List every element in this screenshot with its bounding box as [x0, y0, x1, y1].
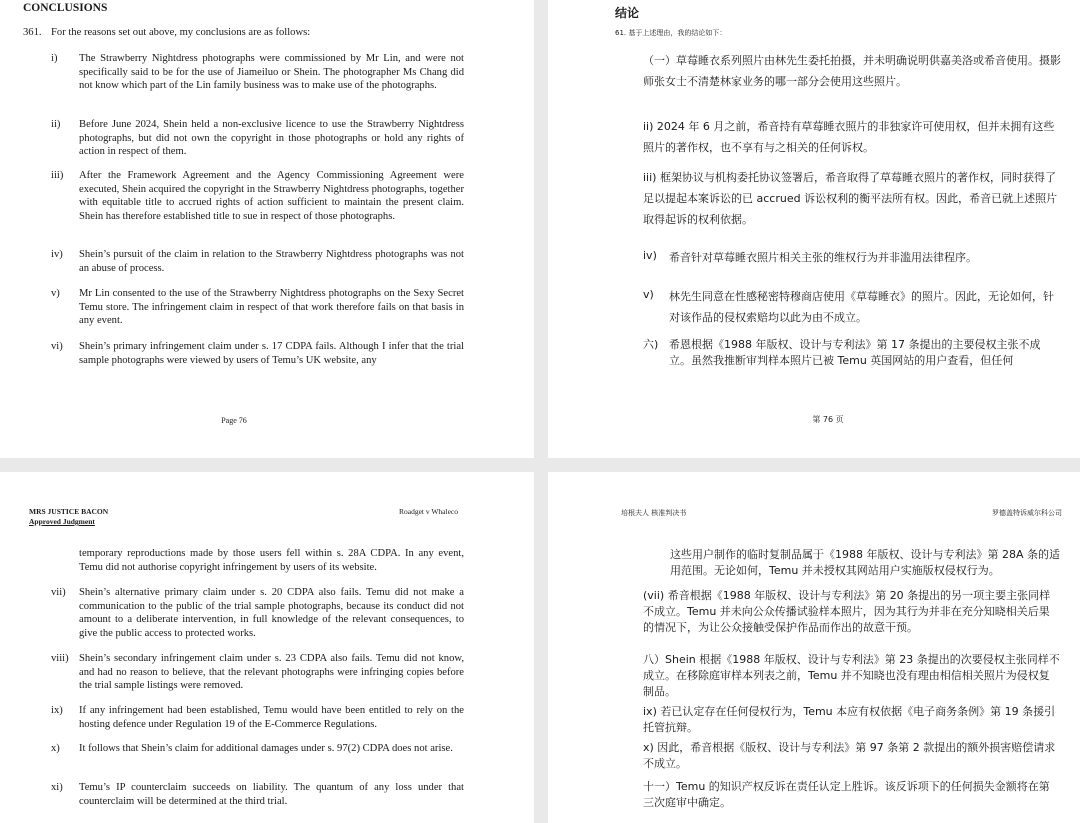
page-footer: 第 76 页 — [812, 415, 844, 424]
conclusion-item: iii) 框架协议与机构委托协议签署后，希音取得了草莓睡衣照片的著作权，同时获得了足以提起本案诉讼的已 accrued 诉讼权利的衡平法所有权。因此，希音已就上述照片取得起诉的权利依据。 — [643, 171, 1058, 226]
item-number: ix) — [51, 705, 63, 716]
conclusion-item: （一）草莓睡衣系列照片由林先生委托拍摄，并未明确说明供嘉美洛或希音使用。摄影师张女士不清楚林家业务的哪一部分会使用这些照片。 — [643, 54, 1061, 88]
conclusion-item: Before June 2024, Shein held a non-exclusive licence to use the Strawberry Nightdress photographs, but did not own the copyright in those photographs or hold any rights of action in respect of them. — [79, 119, 464, 158]
judge-name: MRS JUSTICE BACON — [29, 507, 109, 516]
conclusion-item: ix) 若已认定存在任何侵权行为，Temu 本应有权依据《电子商务条例》第 19 条援引托管抗辩。 — [643, 705, 1056, 734]
item-number: ii) — [51, 119, 61, 130]
paragraph-intro: 61. 基于上述理由，我的结论如下： — [615, 29, 727, 37]
approved-judgment-label: Approved Judgment — [29, 517, 95, 526]
item-number: xi) — [51, 782, 63, 793]
conclusion-item: The Strawberry Nightdress photographs were commissioned by Mr Lin, and were not specifically said to be for the use of Jiameiluo or Shein. The photographer Ms Chang did not know which part of the Lin family business was to make use of the photographs. — [79, 53, 464, 92]
item-number: v) — [51, 288, 60, 299]
judge-name: 培根夫人 核准判决书 — [621, 509, 687, 517]
paragraph-intro: For the reasons set out above, my conclusions are as follows: — [51, 27, 311, 38]
case-name: Roadget v Whaleco — [399, 507, 459, 516]
item-number: iii) — [51, 170, 64, 181]
continued-text: 这些用户制作的临时复制品属于《1988 年版权、设计与专利法》第 28A 条的适用范围。无论如何，Temu 并未授权其网站用户实施版权侵权行为。 — [670, 548, 1061, 577]
conclusion-item: x) 因此，希音根据《版权、设计与专利法》第 97 条第 2 款提出的额外损害赔偿请求不成立。 — [643, 741, 1056, 770]
item-number: x) — [51, 743, 60, 754]
continued-text: temporary reproductions made by those users fell within s. 28A CDPA. In any event, Temu did not authorise copyright infringement by users of its website. — [79, 548, 464, 573]
paragraph-number: 361. — [23, 27, 42, 38]
conclusion-item: 希音针对草莓睡衣照片相关主张的维权行为并非滥用法律程序。 — [669, 251, 977, 264]
chinese-page-77 — [548, 472, 1080, 823]
conclusion-item: Mr Lin consented to the use of the Strawberry Nightdress photographs on the Sexy Secret Temu store. The infringement claim in respect of that work therefore fails on that basis in any event. — [79, 288, 464, 327]
item-number: vi) — [51, 341, 63, 352]
item-number: iv) — [643, 249, 657, 262]
conclusions-heading: 结论 — [615, 6, 640, 20]
conclusion-item: If any infringement had been established, Temu would have been entitled to rely on the hosting defence under Regulation 19 of the E-Commerce Regulations. — [79, 705, 464, 730]
item-number: v) — [643, 288, 654, 301]
item-number: i) — [51, 53, 58, 64]
chinese-page-76 — [548, 0, 1080, 458]
item-number: viii) — [51, 653, 69, 664]
item-number: 六) — [643, 338, 659, 351]
conclusion-item: 林先生同意在性感秘密特穆商店使用《草莓睡衣》的照片。因此，无论如何，针对该作品的侵权索赔均以此为由不成立。 — [669, 290, 1054, 324]
conclusion-item: It follows that Shein’s claim for additional damages under s. 97(2) CDPA does not arise. — [79, 743, 453, 754]
conclusion-item: Temu’s IP counterclaim succeeds on liability. The quantum of any loss under that counterclaim will be determined at the third trial. — [79, 782, 464, 807]
conclusion-item: 希恩根据《1988 年版权、设计与专利法》第 17 条提出的主要侵权主张不成立。虽然我推断审判样本照片已被 Temu 英国网站的用户查看，但任何 — [669, 338, 1041, 367]
conclusion-item: After the Framework Agreement and the Agency Commissioning Agreement were executed, Shein acquired the copyright in the Strawberry Nightdress photographs, together with equitable title to accrued rights of action sufficient to maintain the present claim. Shein has therefore established title to sue in respect of those photographs. — [79, 170, 464, 222]
conclusion-item: Shein’s secondary infringement claim under s. 23 CDPA also fails. Temu did not know, and had no reason to believe, that the relevant photographs were infringing copies before the trial sample listings were removed. — [79, 653, 464, 692]
item-number: vii) — [51, 587, 66, 598]
page-footer: Page 76 — [221, 416, 247, 425]
conclusion-item: ii) 2024 年 6 月之前，希音持有草莓睡衣照片的非独家许可使用权，但并未拥有这些照片的著作权，也不享有与之相关的任何诉权。 — [643, 120, 1055, 154]
conclusions-heading: CONCLUSIONS — [23, 2, 108, 14]
conclusion-item: Shein’s alternative primary claim under s. 20 CDPA also fails. Temu did not make a communication to the public of the trial sample photographs, because its conduct did not amount to a deliberate intervention, in full knowledge of the relevant consequences, to give the public access to protected works. — [79, 587, 464, 639]
conclusion-item: Shein’s pursuit of the claim in relation to the Strawberry Nightdress photographs was not an abuse of process. — [79, 249, 464, 274]
conclusion-item: (vii) 希音根据《1988 年版权、设计与专利法》第 20 条提出的另一项主要主张同样不成立。Temu 并未向公众传播试验样本照片，因为其行为并非在充分知晓相关后果的情况下，为让公众接触受保护作品而作出的故意干预。 — [643, 589, 1051, 634]
english-page-77 — [0, 472, 534, 823]
item-number: iv) — [51, 249, 63, 260]
conclusion-item: 十一）Temu 的知识产权反诉在责任认定上胜诉。该反诉项下的任何损失金额将在第三次庭审中确定。 — [643, 780, 1050, 809]
conclusion-item: 八）Shein 根据《1988 年版权、设计与专利法》第 23 条提出的次要侵权主张同样不成立。在移除庭审样本列表之前，Temu 并不知晓也没有理由相信相关照片为侵权复制品。 — [643, 653, 1060, 698]
conclusion-item: Shein’s primary infringement claim under s. 17 CDPA fails. Although I infer that the trial sample photographs were viewed by users of Temu’s UK website, any — [79, 341, 464, 366]
english-page-76 — [0, 0, 534, 458]
case-name: 罗德盖特诉威尔科公司 — [992, 509, 1062, 517]
